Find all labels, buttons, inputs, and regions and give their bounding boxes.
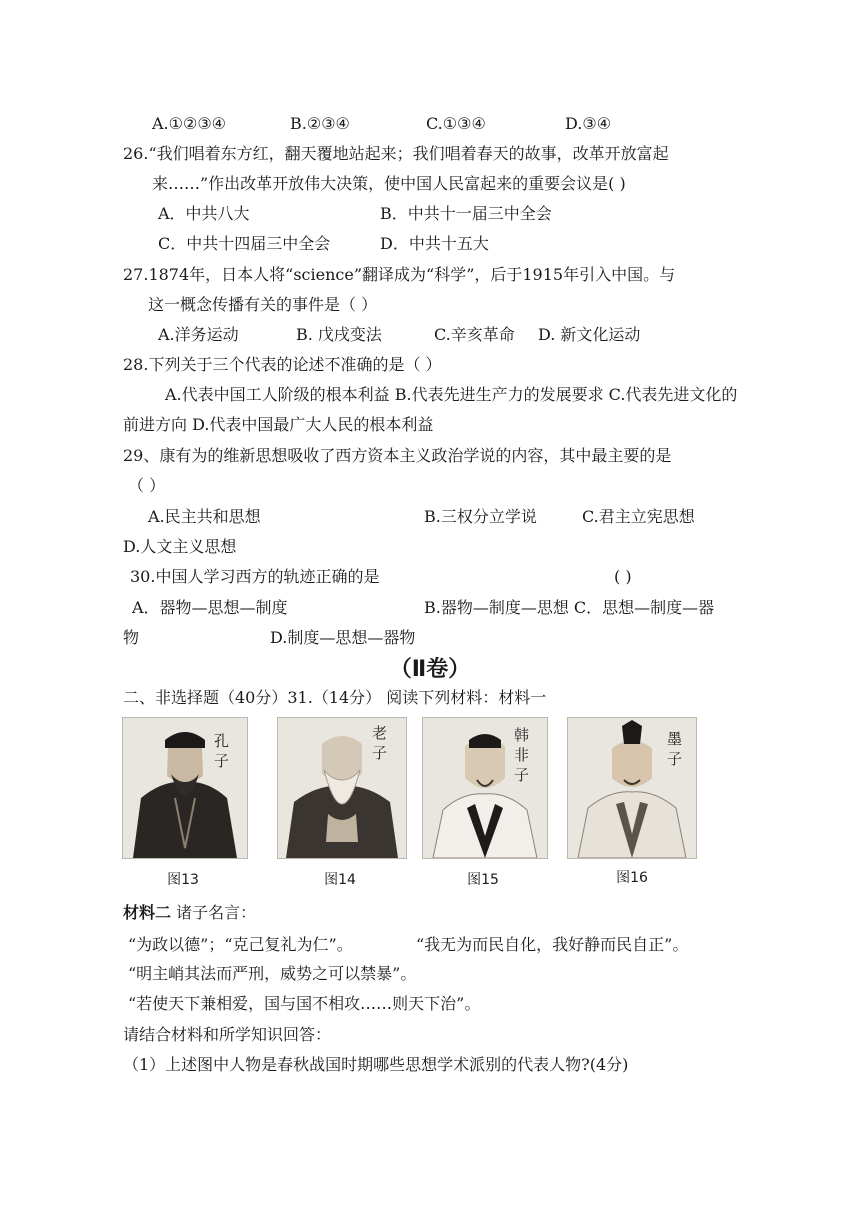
- q26-option-a: A．中共八大: [158, 204, 250, 223]
- q29-answer-paren: （ ）: [128, 476, 166, 495]
- material2-heading: [123, 902, 256, 924]
- quote-laozi: “我无为而民自化，我好静而民自正”。: [416, 935, 689, 954]
- quote-confucius: “为政以德”；“克己复礼为仁”。: [128, 935, 353, 954]
- q25-option-a: A.①②③④: [152, 114, 227, 133]
- q27-stem-line2: 这一概念传播有关的事件是（ ）: [148, 295, 378, 314]
- laozi-name-char-2: 子: [372, 744, 388, 762]
- q26-option-b: B．中共十一届三中全会: [380, 204, 552, 223]
- confucius-name-char-2: 子: [214, 752, 230, 770]
- confucius-portrait: [122, 717, 248, 859]
- hanfeizi-name-char-3: 子: [514, 766, 530, 784]
- q27-option-c: C.辛亥革命: [434, 325, 515, 344]
- q25-option-b: B.②③④: [290, 114, 350, 133]
- section-title: （Ⅱ卷）: [389, 657, 471, 682]
- caption-fig13: 图13: [167, 872, 199, 888]
- q29-option-c: C.君主立宪思想: [582, 507, 695, 526]
- q27-option-d: D. 新文化运动: [538, 325, 641, 344]
- answer-prompt: 请结合材料和所学知识回答：: [123, 1025, 332, 1044]
- quote-mozi: “若使天下兼相爱，国与国不相攻……则天下治”。: [128, 994, 481, 1013]
- hanfeizi-name-char-1: 韩: [514, 726, 530, 744]
- laozi-portrait: [277, 717, 407, 859]
- q25-option-d: D.③④: [565, 114, 612, 133]
- confucius-name-char-1: 孔: [214, 732, 230, 750]
- q26-option-c: C．中共十四届三中全会: [158, 234, 331, 253]
- caption-fig15: 图15: [467, 872, 499, 888]
- portrait-figures: [122, 717, 702, 889]
- q30-option-c-cont: 物: [123, 628, 140, 647]
- q26-stem-line2: 来……”作出改革开放伟大决策，使中国人民富起来的重要会议是( ): [152, 174, 626, 193]
- hanfeizi-name-char-2: 非: [514, 746, 530, 764]
- q25-option-c: C.①③④: [426, 114, 486, 133]
- caption-fig16: 图16: [616, 870, 648, 886]
- q27-option-a: A.洋务运动: [158, 325, 239, 344]
- part2-heading: 二、非选择题（40分）31.（14分） 阅读下列材料：材料一: [123, 688, 547, 707]
- q27-option-b: B. 戊戌变法: [296, 325, 382, 344]
- q29-option-b: B.三权分立学说: [424, 507, 537, 526]
- q28-options-line1: A.代表中国工人阶级的根本利益 B.代表先进生产力的发展要求 C.代表先进文化的: [165, 385, 738, 404]
- laozi-name-char-1: 老: [372, 724, 388, 742]
- mozi-name-char-2: 子: [667, 750, 683, 768]
- hanfeizi-portrait: [422, 717, 548, 859]
- q29-option-d: D.人文主义思想: [123, 537, 237, 556]
- q28-stem: 28.下列关于三个代表的论述不准确的是（ ）: [123, 355, 442, 374]
- material2-intro: 诸子名言：: [171, 903, 257, 922]
- q30-answer-paren: ( ): [614, 567, 632, 586]
- q29-stem: 29、康有为的维新思想吸收了西方资本主义政治学说的内容，其中最主要的是: [123, 446, 672, 465]
- q29-option-a: A.民主共和思想: [148, 507, 261, 526]
- quote-hanfeizi: “明主峭其法而严刑，威势之可以禁暴”。: [128, 964, 417, 983]
- q30-stem: 30.中国人学习西方的轨迹正确的是: [130, 567, 380, 586]
- q30-option-a: A．器物—思想—制度: [132, 598, 288, 617]
- caption-fig14: 图14: [324, 872, 356, 888]
- q27-stem-line1: 27.1874年，日本人将“science”翻译成为“科学”，后于1915年引入中国。与: [123, 265, 676, 284]
- subquestion-1: （1）上述图中人物是春秋战国时期哪些思想学术派别的代表人物?(4分): [123, 1055, 629, 1074]
- q30-option-d: D.制度—思想—器物: [270, 628, 416, 647]
- q26-stem-line1: 26.“我们唱着东方红，翻天覆地站起来；我们唱着春天的故事，改革开放富起: [123, 144, 669, 163]
- mozi-name-char-1: 墨: [667, 730, 683, 748]
- q26-option-d: D．中共十五大: [380, 234, 489, 253]
- q28-options-line2: 前进方向 D.代表中国最广大人民的根本利益: [123, 415, 434, 434]
- material2-label: 材料二: [123, 903, 172, 922]
- q30-option-b-c: B.器物—制度—思想 C．思想—制度—器: [424, 598, 715, 617]
